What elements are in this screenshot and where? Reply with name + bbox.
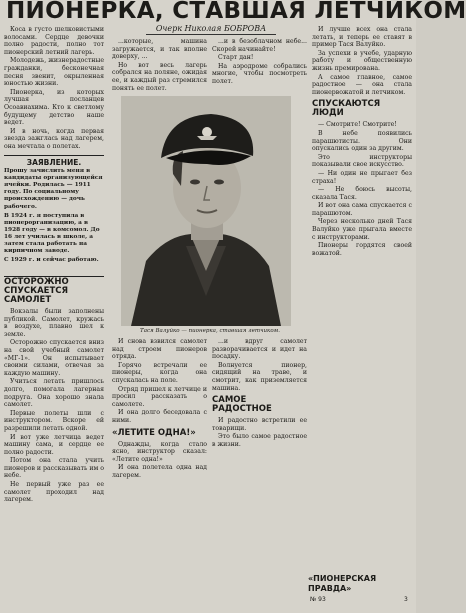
paragraph: ...которые, машина загружается, и так вполне доверху, ... <box>112 38 207 61</box>
paragraph: Но вот весь лагерь собрался на поляне, ожидая ее, и каждый раз стремился понять ее полет. <box>112 61 207 92</box>
notice-item: В 1924 г. я поступила в пионерорганизацию, а в 1928 году — в комсомол. До 16 лет училась в школе, а затем стала работать на кирпичном заводе. <box>4 212 100 255</box>
paragraph: ...и в безоблачном небе... Скорей начинайте! <box>212 38 307 53</box>
notice-item: Прошу зачислить меня в кандидаты организующейся ячейки. Родилась — 1911 году. По социальному происхождению — дочь рабочего. <box>4 168 103 210</box>
headline: ПИОНЕРКА, СТАВШАЯ ЛЕТЧИКОМ <box>6 0 466 24</box>
paragraph: Пионерка, из которых лучшая посланцев Осоавиахима. Кто к светлому будущему детство наше ведет. <box>4 88 104 127</box>
paragraph: Учиться летать пришлось долго, помогала лагерная подруга. Она хорошо знала самолет. <box>4 378 104 409</box>
newspaper-masthead: «ПИОНЕРСКАЯ ПРАВДА» <box>308 574 377 593</box>
paragraph: Не первый уже раз ее самолет проходил над лагерем. <box>4 481 104 504</box>
paragraph: Старт дан! <box>218 54 254 62</box>
issue-number: № 93 <box>310 596 326 603</box>
paragraph: Коса в густо шелковистыми волосами. Сердце девочки полно радости, полно тот пионерский летний лагерь. <box>4 26 104 56</box>
byline: Очерк Николая БОБРОВА <box>146 23 276 35</box>
paragraph: Пионеры гордятся своей вожатой. <box>312 242 412 257</box>
paragraph: Потом она стала учить пионеров и рассказывать им о небе. <box>4 457 104 480</box>
paragraph: И лучше всех она стала летать, и теперь ее ставят в пример Тася Валуйко. <box>312 26 412 49</box>
paragraph: Первые полеты шли с инструктором. Вскоре ей разрешили летать одной. <box>4 409 104 432</box>
paragraph: И она долго беседовала с ними. <box>112 409 207 424</box>
column-1-bottom <box>4 274 104 608</box>
paragraph: Через несколько дней Тася Валуйко уже прыгала вместе с инструкторами. <box>312 218 412 241</box>
paragraph: — Ни один не прыгает без страха! <box>312 169 412 185</box>
paragraph: Однажды, когда стало ясно, инструктор сказал: «Летите одна!» <box>112 440 207 463</box>
section-heading: ОСТОРОЖНО СПУСКАЕТСЯ САМОЛЕТ <box>4 277 69 305</box>
portrait-photo <box>121 96 291 326</box>
paragraph: Это было самое радостное в жизни. <box>212 433 307 448</box>
section-heading: САМОЕ РАДОСТНОЕ <box>212 395 272 415</box>
paragraph: И она полетела одна над лагерем. <box>112 464 207 479</box>
paragraph: И радостно встретили ее товарищи. <box>212 417 307 432</box>
column-3-bottom <box>212 338 307 608</box>
paragraph: Это инструкторы показывали свое искусство. <box>312 153 412 169</box>
notice-item: С 1929 г. и сейчас работаю. <box>4 257 99 264</box>
paragraph: Отряд пришел к летчице и просил рассказать о самолете. <box>112 385 207 408</box>
application-notice <box>4 155 104 277</box>
column-3-top <box>212 38 307 94</box>
pilot-portrait-illustration <box>121 96 291 326</box>
column-4 <box>312 26 412 570</box>
paragraph: За успехи в учебе, ударную работу и общественную жизнь премирована. <box>312 49 412 72</box>
paragraph: — Не боюсь высоты, сказала Тася. <box>312 186 412 201</box>
paragraph: И вот уже летчица ведет машину сама, и сердце ее полно радости. <box>4 433 104 456</box>
column-2-bottom <box>112 338 207 608</box>
photo-caption: Тася Валуйко — пионерка, ставшая летчиком. <box>140 328 280 334</box>
column-2-top <box>112 38 207 94</box>
paragraph: Горячо встречали ее пионеры, когда она спускалась на поле. <box>112 361 207 384</box>
paragraph: И вот она сама спускается с парашютом. <box>312 202 412 217</box>
column-1-top <box>4 26 104 154</box>
page-number: 3 <box>404 596 408 603</box>
paragraph: И в ночь, когда первая звезда зажглась над лагерем, она мечтала о полетах. <box>4 127 104 150</box>
paragraph: Вокзалы были заполнены публикой. Самолет, кружась в воздухе, плавно шел к земле. <box>4 308 104 338</box>
paragraph: И снова взвился самолет над строем пионеров отряда. <box>112 338 207 361</box>
paragraph: В небе появились парашютисты. Они опускались один за другим. <box>312 129 412 153</box>
paragraph: А самое главное, самое радостное — она стала пионервожатой и летчиком. <box>312 73 412 96</box>
paragraph: На аэродроме собрались многие, чтобы посмотреть полет. <box>212 62 307 85</box>
paragraph: Волнуется пионер, сидящий на траве, и смотрит, как приземляется машина. <box>212 361 307 392</box>
paragraph: — Смотрите! Смотрите! <box>318 121 397 129</box>
paragraph: ...и вдруг самолет разворачивается и идет на посадку. <box>212 338 307 361</box>
section-heading: СПУСКАЮТСЯ ЛЮДИ <box>312 99 381 119</box>
section-heading: «ЛЕТИТЕ ОДНА!» <box>112 427 196 438</box>
notice-title: ЗАЯВЛЕНИЕ. <box>26 158 82 167</box>
paragraph: Молодежь, жизнерадостные гражданки, бесконечная песня звенит, окрыленная юностью жизни. <box>4 57 104 88</box>
paragraph: Осторожно спускается вниз на свой учебный самолет «МГ-1». Он испытывает своими силами, отвечая за каждую машину. <box>4 339 104 377</box>
